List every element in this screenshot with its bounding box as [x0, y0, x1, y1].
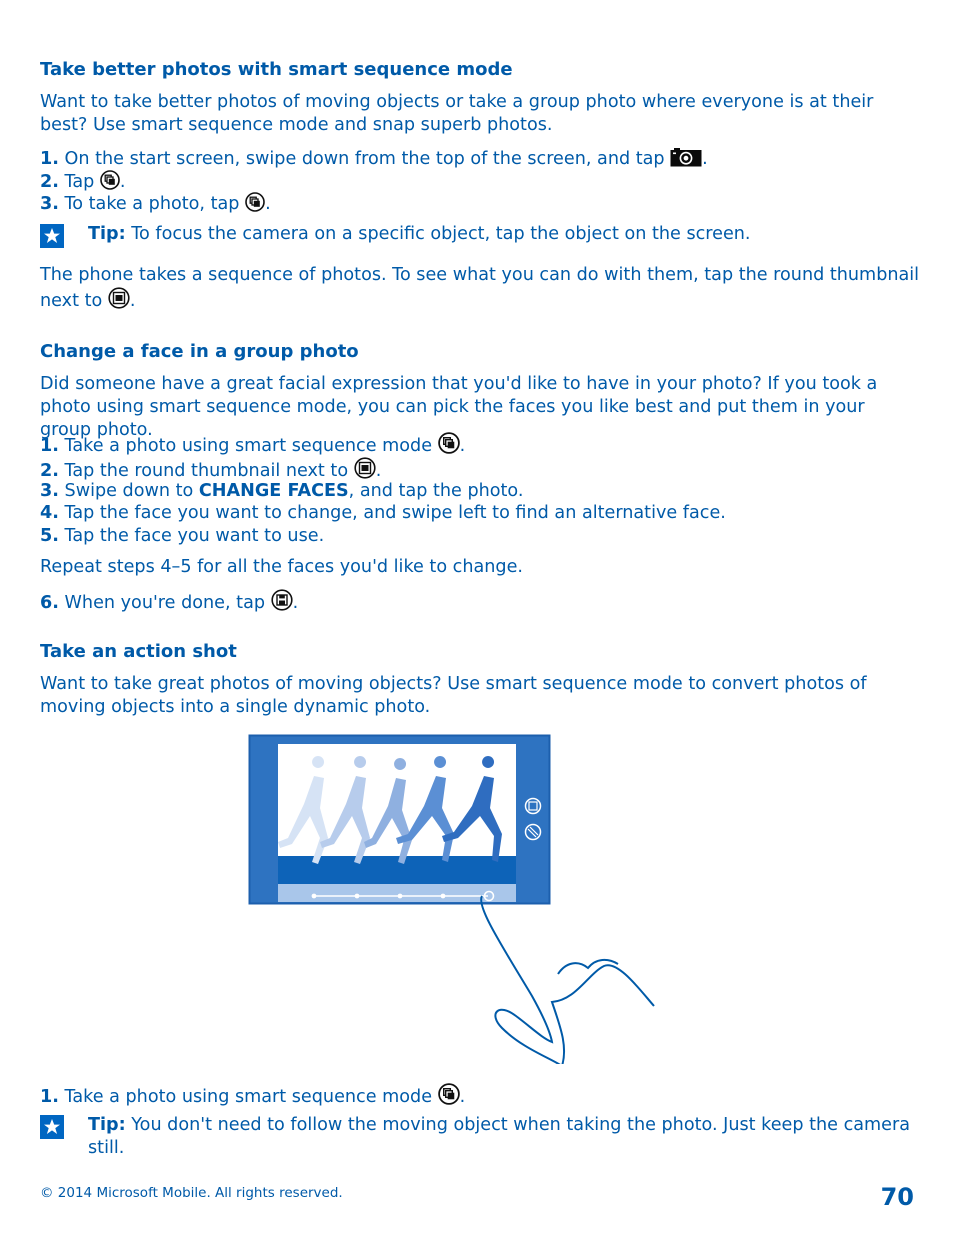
- step-text: Swipe down to: [64, 481, 194, 501]
- step-text: On the start screen, swipe down from the top of the screen, and tap: [64, 149, 665, 169]
- tip-star-icon: [40, 1115, 64, 1139]
- section-title-change-face: Change a face in a group photo: [40, 341, 359, 362]
- intro-action-shot: Want to take great photos of moving objects? Use smart sequence mode to convert photos of moving objects into a single dynamic photo.: [40, 674, 867, 717]
- copyright: © 2014 Microsoft Mobile. All rights reserved.: [40, 1185, 343, 1201]
- step-3: 3. To take a photo, tap .: [40, 192, 271, 218]
- step-text: Take a photo using smart sequence mode: [64, 436, 433, 456]
- smart-sequence-icon: [438, 432, 460, 460]
- hand-knuckles: [558, 960, 618, 974]
- camera-icon: [670, 147, 702, 173]
- tip-star-icon: [40, 224, 64, 248]
- lens-icon: [108, 287, 130, 316]
- step-text-end: , and tap the photo.: [348, 481, 524, 501]
- step-number: 3.: [40, 194, 59, 214]
- step-text: When you're done, tap: [64, 593, 266, 613]
- step-text: Take a photo using smart sequence mode: [64, 1087, 433, 1107]
- page-number: 70: [880, 1183, 914, 1211]
- step-text: To take a photo, tap: [64, 194, 240, 214]
- step-5: [40, 525, 324, 547]
- step-2: 2. Tap the round thumbnail next to .: [40, 457, 381, 485]
- step-2: 2. Tap .: [40, 170, 126, 196]
- step-4: [40, 502, 726, 524]
- outro-text: The phone takes a sequence of photos. To see what you can do with them, tap the round thumbnail next to: [40, 265, 920, 311]
- smart-sequence-icon: [438, 1083, 460, 1111]
- step-number: 1.: [40, 149, 59, 169]
- tip-1: [88, 223, 920, 246]
- tip-text: You don't need to follow the moving object when taking the photo. Just keep the camera still.: [88, 1115, 911, 1158]
- section-title-smart-sequence: Take better photos with smart sequence mode: [40, 59, 513, 80]
- step-1: 1. On the start screen, swipe down from the top of the screen, and tap .: [40, 147, 708, 173]
- step-text: Tap: [64, 172, 95, 192]
- step-1: 1. Take a photo using smart sequence mode .: [40, 1083, 465, 1111]
- intro-change-face: Did someone have a great facial expression that you'd like to have in your photo? If you took a photo using smart sequence mode, you can pick the faces you like best and put them in your group photo.: [40, 374, 878, 440]
- step-number: 1.: [40, 1087, 59, 1107]
- step-6: 6. When you're done, tap .: [40, 589, 298, 617]
- step-number: 2.: [40, 172, 59, 192]
- step-number: 5.: [40, 526, 59, 546]
- section-title-action-shot: Take an action shot: [40, 641, 237, 662]
- step-number: 3.: [40, 481, 59, 501]
- tip-2: [88, 1114, 920, 1160]
- step-text: Tap the round thumbnail next to: [64, 461, 349, 481]
- step-number: 2.: [40, 461, 59, 481]
- smart-sequence-icon: [245, 192, 265, 218]
- tip-label: Tip:: [88, 1115, 126, 1135]
- step-text: Tap the face you want to use.: [64, 526, 325, 546]
- save-icon: [271, 589, 293, 617]
- change-faces-label: CHANGE FACES: [198, 481, 349, 501]
- step-3: [40, 480, 523, 502]
- hand-pointer-icon: [481, 896, 654, 1064]
- repeat-note: Repeat steps 4–5 for all the faces you'd like to change.: [40, 557, 524, 577]
- step-1: 1. Take a photo using smart sequence mode .: [40, 432, 465, 460]
- step-number: 1.: [40, 436, 59, 456]
- intro-smart-sequence: Want to take better photos of moving objects or take a group photo where everyone is at their best? Use smart sequence mode and snap superb photos.: [40, 92, 874, 135]
- outro-smart-sequence: The phone takes a sequence of photos. To see what you can do with them, tap the round thumbnail next to .: [40, 264, 920, 316]
- tip-label: Tip:: [88, 224, 126, 244]
- action-shot-illustration: [248, 734, 718, 1064]
- step-number: 6.: [40, 593, 59, 613]
- step-text: Tap the face you want to change, and swipe left to find an alternative face.: [64, 503, 726, 523]
- step-number: 4.: [40, 503, 59, 523]
- tip-text: To focus the camera on a specific object, tap the object on the screen.: [131, 224, 751, 244]
